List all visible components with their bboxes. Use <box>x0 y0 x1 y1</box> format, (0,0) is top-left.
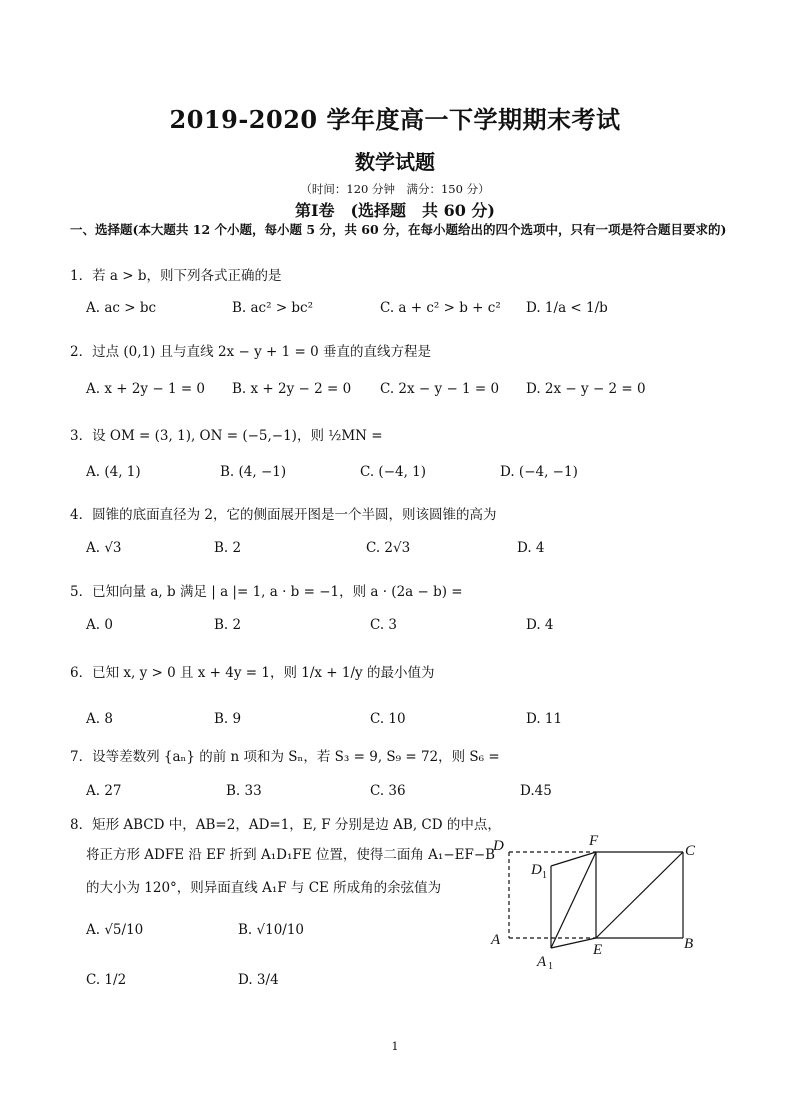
label-D1: D <box>531 862 542 878</box>
segment-A1F <box>551 852 596 948</box>
q6-option-c: C. 10 <box>370 711 406 727</box>
q4-option-a: A. √3 <box>86 540 122 556</box>
question-3-stem: 3．设 OM = (3, 1), ON = (−5,−1)，则 ½MN = <box>70 428 383 444</box>
q8-option-c: C. 1/2 <box>86 972 127 988</box>
q1-option-c: C. a + c² > b + c² <box>380 300 501 316</box>
q3-option-c: C. (−4, 1) <box>360 464 427 480</box>
q3-option-d: D. (−4, −1) <box>500 464 578 480</box>
label-F: F <box>589 833 599 849</box>
question-5-stem: 5．已知向量 a, b 满足 | a |= 1, a · b = −1，则 a · (2a − b) = <box>70 584 463 600</box>
label-B: B <box>684 936 694 952</box>
exam-meta: （时间：120 分钟 满分：150 分） <box>300 182 490 196</box>
q2-option-d: D. 2x − y − 2 = 0 <box>526 381 646 397</box>
q5-option-d: D. 4 <box>526 617 554 633</box>
q5-option-b: B. 2 <box>214 617 242 633</box>
q3-option-b: B. (4, −1) <box>220 464 287 480</box>
label-A1: A <box>537 954 547 970</box>
label-A1-subscript: 1 <box>548 961 553 972</box>
label-A: A <box>491 932 501 948</box>
q7-option-c: C. 36 <box>370 783 406 799</box>
q4-option-b: B. 2 <box>214 540 242 556</box>
label-E: E <box>593 942 603 958</box>
edge-D1F <box>551 852 596 866</box>
q7-option-b: B. 33 <box>226 783 262 799</box>
question-4-stem: 4．圆锥的底面直径为 2，它的侧面展开图是一个半圆，则该圆锥的高为 <box>70 507 497 523</box>
q2-option-a: A. x + 2y − 1 = 0 <box>86 381 206 397</box>
label-D1-subscript: 1 <box>542 870 547 881</box>
q7-option-d: D.45 <box>520 783 552 799</box>
q2-option-b: B. x + 2y − 2 = 0 <box>232 381 352 397</box>
question-6-stem: 6．已知 x, y > 0 且 x + 4y = 1，则 1/x + 1/y 的最小值为 <box>70 665 435 681</box>
edge-A1E <box>551 938 596 948</box>
q6-option-a: A. 8 <box>86 711 113 727</box>
q5-option-a: A. 0 <box>86 617 113 633</box>
question-8-stem-line-3: 的大小为 120°，则异面直线 A₁F 与 CE 所成角的余弦值为 <box>86 880 442 896</box>
section-heading: 一、选择题(本大题共 12 个小题，每小题 5 分，共 60 分，在每小题给出的四个选项中，只有一项是符合题目要求的) <box>70 222 727 237</box>
exam-subtitle: 数学试题 <box>355 150 435 174</box>
label-C: C <box>685 843 696 859</box>
question-2-stem: 2．过点 (0,1) 且与直线 2x − y + 1 = 0 垂直的直线方程是 <box>70 344 431 360</box>
question-8-stem-line-1: 8．矩形 ABCD 中，AB=2，AD=1，E, F 分别是边 AB, CD 的中点， <box>70 817 501 833</box>
q8-option-d: D. 3/4 <box>238 972 279 988</box>
q1-option-d: D. 1/a < 1/b <box>526 300 608 316</box>
exam-title: 2019-2020 学年度高一下学期期末考试 <box>169 105 621 134</box>
segment-CE <box>596 852 683 938</box>
volume-heading: 第Ⅰ卷 (选择题 共 60 分) <box>294 201 496 220</box>
q7-option-a: A. 27 <box>86 783 122 799</box>
q4-option-c: C. 2√3 <box>366 540 411 556</box>
question-7-stem: 7．设等差数列 {aₙ} 的前 n 项和为 Sₙ，若 S₃ = 9, S₉ = 72，则 S₆ = <box>70 749 500 765</box>
q1-option-b: B. ac² > bc² <box>232 300 314 316</box>
folded-rectangle-figure <box>485 828 710 978</box>
q4-option-d: D. 4 <box>517 540 545 556</box>
q8-option-a: A. √5/10 <box>86 922 144 938</box>
q2-option-c: C. 2x − y − 1 = 0 <box>380 381 500 397</box>
question-8-stem-line-2: 将正方形 ADFE 沿 EF 折到 A₁D₁FE 位置，使得二面角 A₁−EF−B <box>86 847 496 863</box>
q1-option-a: A. ac > bc <box>86 300 157 316</box>
page-number: 1 <box>391 1040 399 1053</box>
q8-option-b: B. √10/10 <box>238 922 305 938</box>
question-1-stem: 1．若 a > b，则下列各式正确的是 <box>70 268 282 284</box>
label-D: D <box>493 838 504 854</box>
q5-option-c: C. 3 <box>370 617 398 633</box>
q6-option-d: D. 11 <box>526 711 563 727</box>
q6-option-b: B. 9 <box>214 711 242 727</box>
q3-option-a: A. (4, 1) <box>86 464 141 480</box>
